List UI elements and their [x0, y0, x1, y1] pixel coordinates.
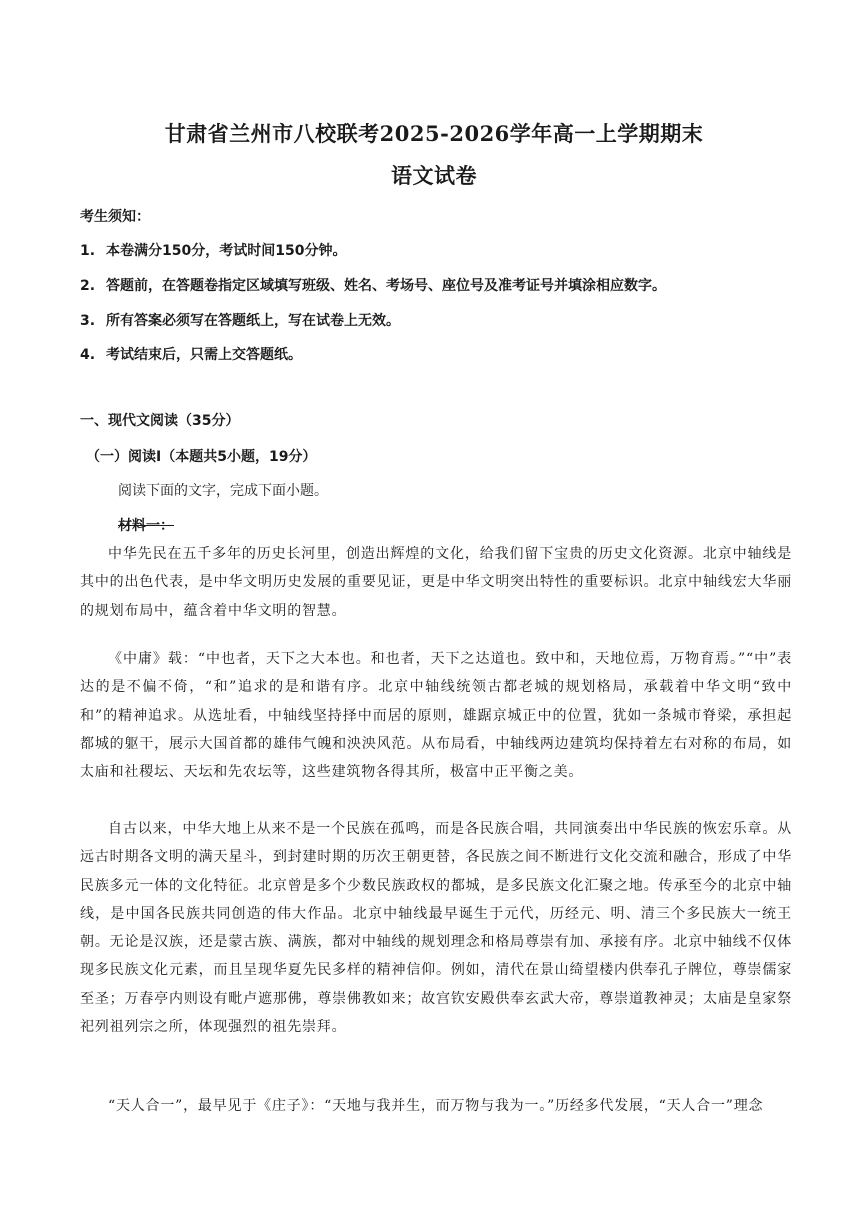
passage-paragraph: 《中庸》载：“中也者，天下之大本也。和也者，天下之达道也。致中和，天地位焉，万物育焉。”“中”表达的是不偏不倚，“和”追求的是和谐有序。北京中轴线统领古都老城的规划格局，承载着中华文明“致中和”的精神追求。从选址看，中轴线坚持择中而居的原则，雄踞京城正中的位置，犹如一条城市脊梁，承担起都城的躯干，展示大国首都的雄伟气魄和泱泱风范。从布局看，中轴线两边建筑均保持着左右对称的布局，如太庙和社稷坛、天坛和先农坛等，这些建筑物各得其所，极富中正平衡之美。: [80, 651, 792, 781]
notice-item-number: 3.: [80, 313, 96, 329]
passage-paragraph: 自古以来，中华大地上从来不是一个民族在孤鸣，而是各民族合唱，共同演奏出中华民族的恢宏乐章。从远古时期各文明的满天星斗，到封建时期的历次王朝更替，各民族之间不断进行文化交流和融合，形成了中华民族多元一体的文化特征。北京曾是多个少数民族政权的都城，是多民族文化汇聚之地。传承至今的北京中轴线，是中国各民族共同创造的伟大作品。北京中轴线最早诞生于元代，历经元、明、清三个多民族大一统王朝。无论是汉族，还是蒙古族、满族，都对中轴线的规划理念和格局尊崇有加、承接有序。北京中轴线不仅体现多民族文化元素，而且呈现华夏先民多样的精神信仰。例如，清代在景山绮望楼内供奉孔子牌位，尊崇儒家至圣；万春亭内则设有毗卢遮那佛，尊崇佛教如来；故宫钦安殿供奉玄武大帝，尊崇道教神灵；太庙是皇家祭祀列祖列宗之所，体现强烈的祖先崇拜。: [80, 821, 792, 1036]
passage-paragraph: 中华先民在五千多年的历史长河里，创造出辉煌的文化，给我们留下宝贵的历史文化资源。北京中轴线是其中的出色代表，是中华文明历史发展的重要见证，更是中华文明突出特性的重要标识。北京中轴线宏大华丽的规划布局中，蕴含着中华文明的智慧。: [80, 546, 792, 619]
notice-item-number: 2.: [80, 278, 96, 294]
notice-item-text: 考试结束后，只需上交答题纸。: [106, 347, 302, 363]
notice-heading: 考生须知：: [80, 209, 150, 225]
notice-item: [80, 310, 400, 330]
exam-subtitle: 语文试卷: [391, 163, 477, 188]
notice-item-text: 本卷满分150分，考试时间150分钟。: [106, 243, 347, 259]
notice-item-text: 答题前，在答题卷指定区域填写班级、姓名、考场号、座位号及准考证号并填涂相应数字。: [106, 278, 666, 294]
reading-instruction: 阅读下面的文字，完成下面小题。: [118, 483, 328, 499]
subsection-heading: （一）阅读Ⅰ（本题共5小题，19分）: [86, 449, 317, 465]
passage-paragraph: “天人合一”，最早见于《庄子》：“天地与我并生，而万物与我为一。”历经多代发展，“天人合一”理念: [108, 1098, 764, 1114]
notice-item: [80, 344, 302, 364]
material-label: 材料一：: [118, 518, 174, 534]
notice-item-text: 所有答案必须写在答题纸上，写在试卷上无效。: [106, 313, 400, 329]
notice-item: [80, 240, 346, 260]
exam-title: 甘肃省兰州市八校联考2025-2026学年高一上学期期末: [164, 121, 704, 146]
notice-item: [80, 275, 666, 295]
section-heading: 一、现代文阅读（35分）: [80, 413, 240, 429]
notice-item-number: 4.: [80, 347, 96, 363]
notice-item-number: 1.: [80, 243, 96, 259]
